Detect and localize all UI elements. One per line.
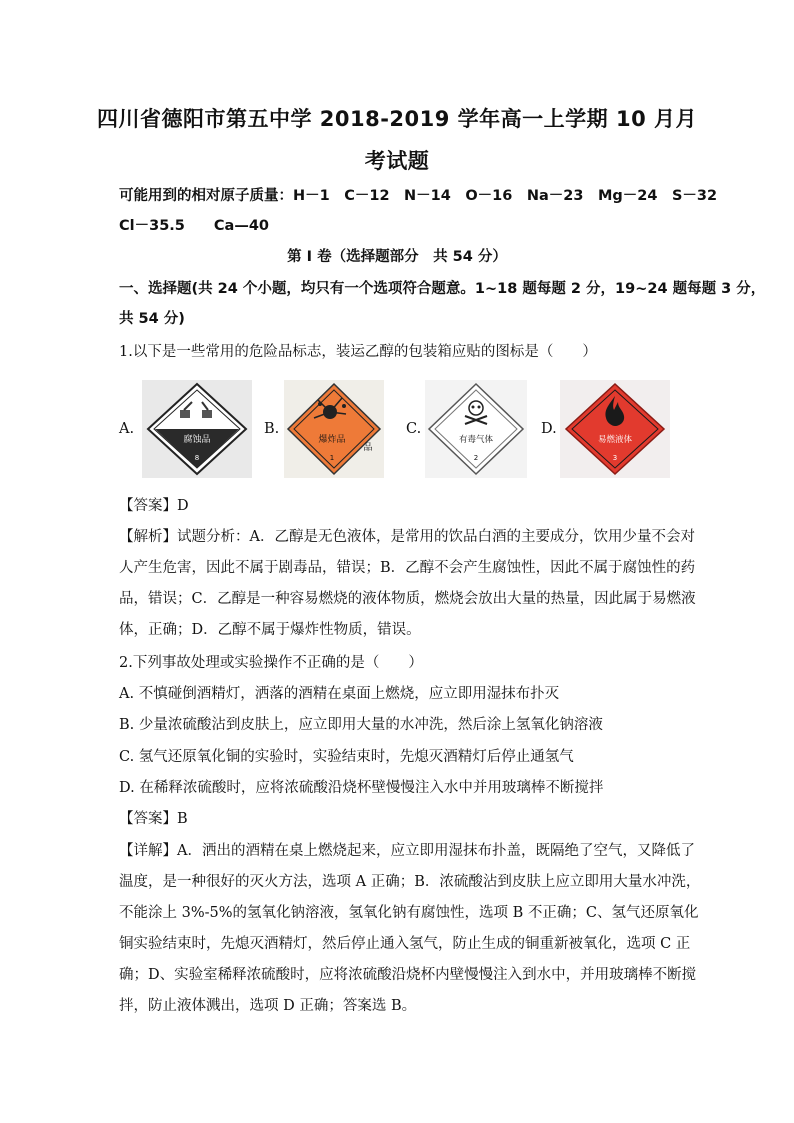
q1-analysis-line2: 人产生危害，因此不属于剧毒品，错误；B．乙醇不会产生腐蚀性，因此不属于腐蚀性的药: [119, 560, 696, 576]
option-b-letter: B.: [264, 421, 280, 437]
atomic-mass-line1: 可能用到的相对原子质量：H－1 C－12 N－14 O－16 Na－23 Mg－24 S－32: [119, 188, 718, 204]
q1-analysis-line1: 【解析】试题分析：A．乙醇是无色液体，是常用的饮品白酒的主要成分，饮用少量不会对: [119, 529, 695, 545]
q2-explanation-line5: 确；D、实验室稀释浓硫酸时，应将浓硫酸沿烧杯内壁慢慢注入到水中，并用玻璃棒不断搅: [119, 967, 697, 983]
toxic-gas-sign-icon: [425, 380, 527, 478]
flammable-sign-text: 易燃液体: [597, 435, 633, 445]
section-instruction-line2: 共 54 分): [119, 311, 185, 327]
q2-explanation-line2: 温度，是一种很好的灭火方法，选项 A 正确；B．浓硫酸沾到皮肤上应立即用大量水冲洗，: [119, 874, 701, 890]
q2-stem: 2.下列事故处理或实验操作不正确的是（ ）: [119, 655, 423, 671]
q2-explanation-line3: 不能涂上 3%-5%的氢氧化钠溶液，氢氧化钠有腐蚀性，选项 B 不正确；C、氢气还原氧化: [119, 905, 699, 921]
q2-answer: 【答案】B: [119, 811, 188, 827]
q2-option-d: D. 在稀释浓硫酸时，应将浓硫酸沿烧杯壁慢慢注入水中并用玻璃棒不断搅拌: [119, 780, 604, 796]
q2-explanation-line1: 【详解】A．洒出的酒精在桌上燃烧起来，应立即用湿抹布扑盖，既隔绝了空气，又降低了: [119, 843, 695, 859]
atomic-mass-line2: Cl－35.5 Ca—40: [119, 218, 269, 234]
option-a-letter: A.: [119, 421, 135, 437]
q1-answer: 【答案】D: [119, 498, 189, 514]
section-instruction-line1: 一、选择题(共 24 个小题，均只有一个选项符合题意。1~18 题每题 2 分，19~24 题每题 3 分，: [119, 281, 766, 297]
option-c-letter: C.: [406, 421, 422, 437]
q1-options-row: [119, 380, 679, 480]
toxic-gas-sign-text: 有毒气体: [458, 435, 494, 445]
q2-explanation-line4: 铜实验结束时，先熄灭酒精灯，然后停止通入氢气，防止生成的铜重新被氧化，选项 C 正: [119, 936, 691, 952]
q2-option-b: B. 少量浓硫酸沾到皮肤上，应立即用大量的水冲洗，然后涂上氢氧化钠溶液: [119, 717, 603, 733]
page-title-line1: 四川省德阳市第五中学 2018-2019 学年高一上学期 10 月月: [96, 107, 698, 131]
page-title-line2: 考试题: [364, 149, 430, 173]
option-d-letter: D.: [541, 421, 557, 437]
section-title: 第 I 卷（选择题部分 共 54 分）: [287, 249, 507, 265]
q1-analysis-line3: 品，错误；C．乙醇是一种容易燃烧的液体物质，燃烧会放出大量的热量，因此属于易燃液: [119, 591, 696, 607]
corrosive-sign-icon: [142, 380, 252, 478]
explosive-sign-extra-text: 品: [363, 443, 373, 453]
q2-option-c: C. 氢气还原氧化铜的实验时，实验结束时，先熄灭酒精灯后停止通氢气: [119, 749, 574, 765]
q1-stem: 1.以下是一些常用的危险品标志，装运乙醇的包装箱应贴的图标是（ ）: [119, 344, 597, 360]
corrosive-sign-number: 8: [194, 454, 200, 462]
toxic-gas-sign-number: 2: [473, 454, 479, 462]
q2-explanation-line6: 拌，防止液体溅出，选项 D 正确；答案选 B。: [119, 998, 417, 1014]
q1-analysis-line4: 体，正确；D．乙醇不属于爆炸性物质，错误。: [119, 622, 421, 638]
explosive-sign-icon: [284, 380, 384, 478]
corrosive-sign-text: 腐蚀品: [183, 435, 211, 445]
explosive-sign-text: 爆炸品: [318, 435, 346, 445]
flammable-sign-number: 3: [612, 454, 618, 462]
q2-option-a: A. 不慎碰倒酒精灯，洒落的酒精在桌面上燃烧，应立即用湿抹布扑灭: [119, 686, 560, 702]
explosive-sign-number: 1: [329, 454, 335, 462]
flammable-liquid-sign-icon: [560, 380, 670, 478]
